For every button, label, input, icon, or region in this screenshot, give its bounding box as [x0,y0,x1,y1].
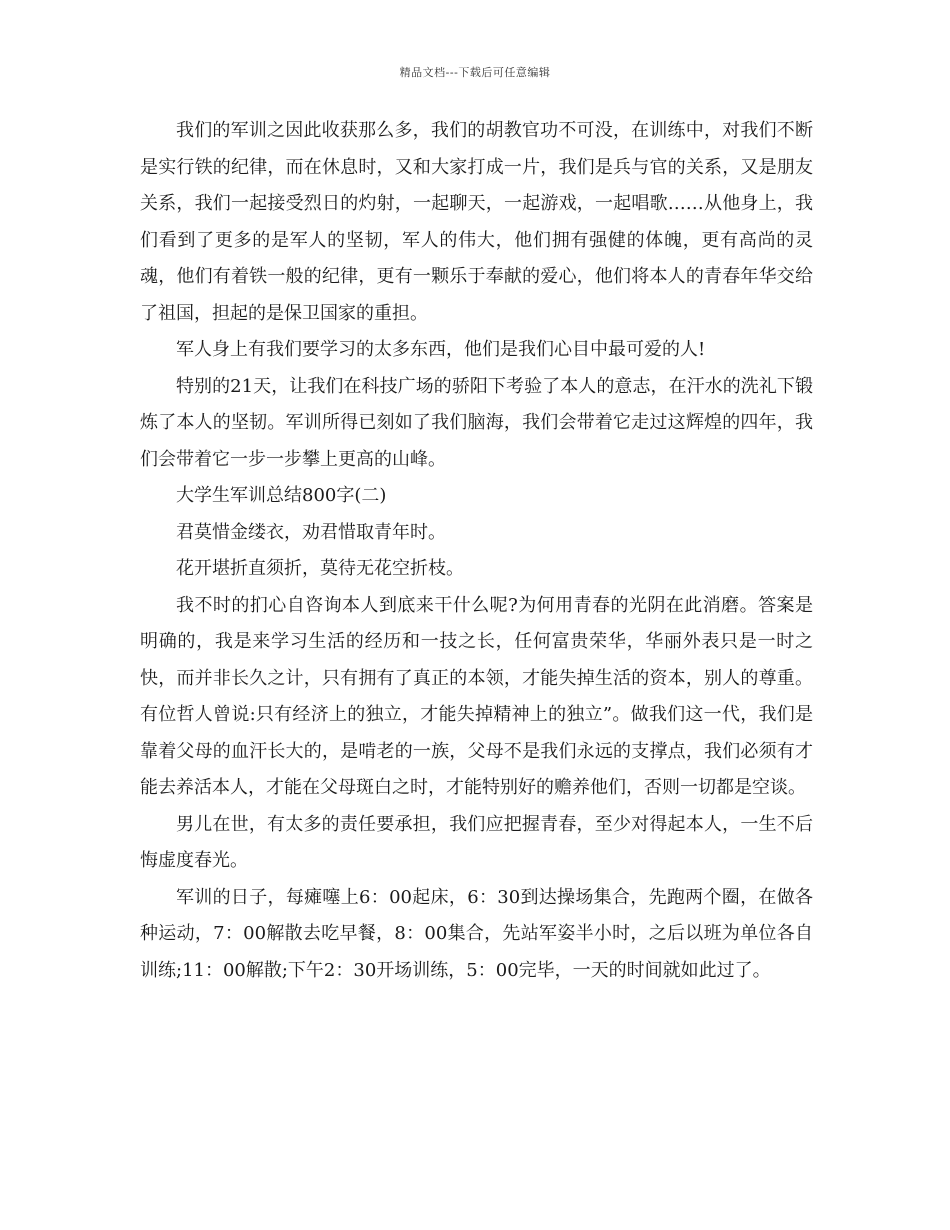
paragraph-3: 特别的21天，让我们在科技广场的骄阳下考验了本人的意志，在汗水的洗礼下锻炼了本人的坚韧。军训所得已刻如了我们脑海，我们会带着它走过这辉煌的四年，我们会带着它一步一步攀上更高的山峰。 [140,375,813,470]
paragraph-4: 我不时的扪心自咨询本人到底来干什么呢?为何用青春的光阴在此消磨。答案是明确的，我是来学习生活的经历和一技之长，任何富贵荣华，华丽外表只是一时之快，而并非长久之计，只有拥有了真正的本领，才能失掉生活的资本，别人的尊重。有位哲人曾说:只有经济上的独立，才能失掉精神上的独立”。做我们这一代，我们是靠着父母的血汗长大的，是啃老的一族，父母不是我们永远的支撑点，我们必须有才能去养活本人，才能在父母斑白之时，才能特别好的赡养他们，否则一切都是空谈。 [140,594,813,798]
section-title: 大学生军训总结800字(二) [176,485,387,506]
page-header: 精品文档---下载后可任意编辑 [399,66,551,79]
poem-line-2: 花开堪折直须折，莫待无花空折枝。 [176,558,464,579]
paragraph-6: 军训的日子，每瘫噻上6：00起床，6：30到达操场集合，先跑两个圈，在做各种运动，7：00解散去吃早餐，8：00集合，先站军姿半小时，之后以班为单位各自训练;11：00解散;下午2：30开场训练，5：00完毕，一天的时间就如此过了。 [140,886,813,981]
poem-line-1: 君莫惜金缕衣，劝君惜取青年时。 [176,521,446,543]
document-body [140,113,813,989]
paragraph-2: 军人身上有我们要学习的太多东西，他们是我们心目中最可爱的人! [176,339,706,360]
paragraph-5: 男儿在世，有太多的责任要承担，我们应把握青春，至少对得起本人，一生不后悔虚度春光。 [140,813,813,871]
paragraph-1: 我们的军训之因此收获那么多，我们的胡教官功不可没，在训练中，对我们不断是实行铁的纪律，而在休息时，又和大家打成一片，我们是兵与官的关系，又是朋友关系，我们一起接受烈日的灼射，一起聊天，一起游戏，一起唱歌……从他身上，我们看到了更多的是军人的坚韧，军人的伟大，他们拥有强健的体魄，更有高尚的灵魂，他们有着铁一般的纪律，更有一颗乐于奉献的爱心，他们将本人的青春年华交给了祖国，担起的是保卫国家的重担。 [140,120,813,324]
